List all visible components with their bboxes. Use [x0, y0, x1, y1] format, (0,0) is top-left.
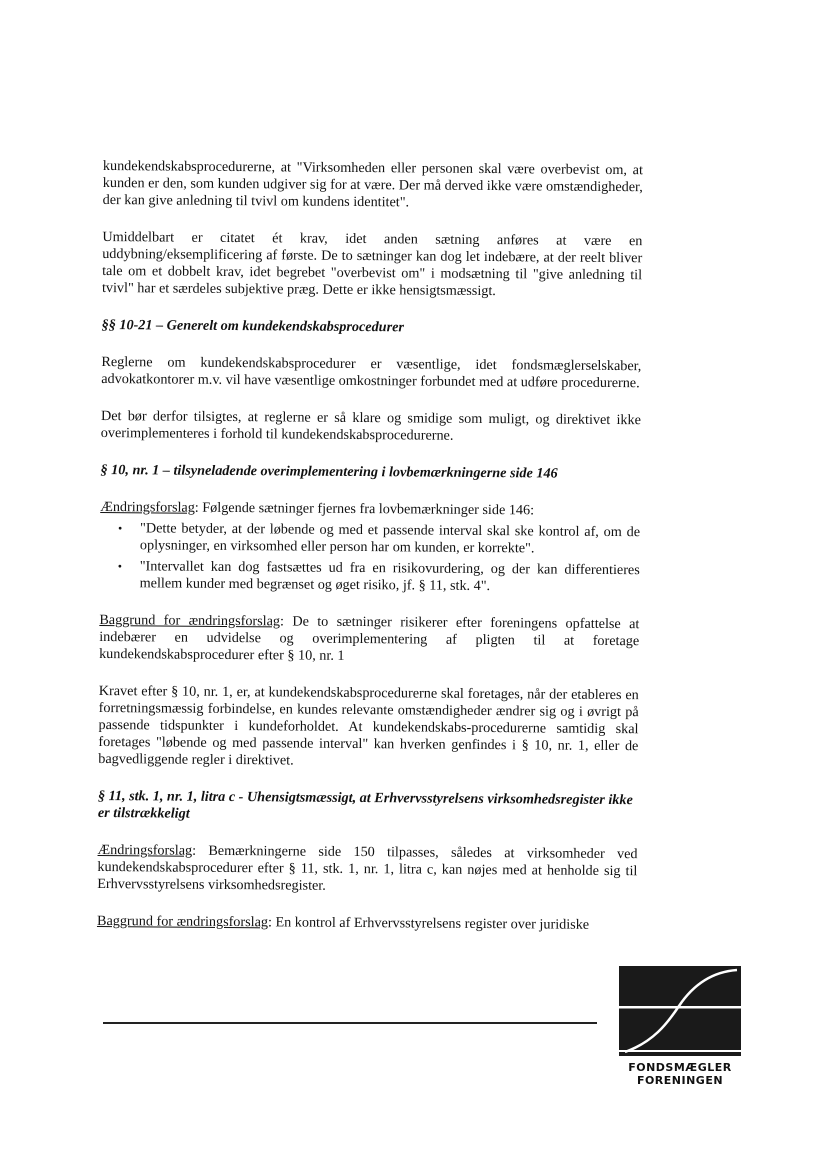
logo-text [619, 1061, 741, 1087]
baggrund-label: Baggrund for ændringsforslag [96, 912, 269, 931]
bullet-icon: • [118, 521, 123, 536]
section-heading-paragraf-10: § 10, nr. 1 – tilsyneladende overimplementering i lovbemærkningerne side 146 [100, 461, 558, 482]
list-item [118, 520, 640, 558]
paragraph-tilsigtes: Det bør derfor tilsigtes, at reglerne er så klare og smidige som muligt, og direktivet ikke overimplementeres i forhold til kundekendskabsprocedurerne. [100, 407, 642, 444]
list-item-text: "Intervallet kan dog fastsættes ud fra en risikovurdering, og der kan differentieres mellem kunder med begrænset og øget risiko, jf. § 11, stk. 4". [139, 558, 640, 595]
paragraph-kravet: Kravet efter § 10, nr. 1, er, at kundekendskabsprocedurerne skal foretages, når der etableres en forretningsmæssig forbindelse, en kundes relevante omstændigheder ændrer sig og i øvrigt på passende tidspunkter i kundeforholdet. At kundekendskabs-procedurerne samtidig skal foretages "løbende og med passende interval" kan hverken genfindes i § 10, nr. 1, eller de bagvedliggende regler i direktivet. [98, 682, 639, 769]
list-item-text: "Dette betyder, at der løbende og med et passende interval skal ske kontrol af, om de oplysninger, en virksomhed eller person har om kunden, er korrekte". [139, 520, 641, 557]
fondsmaegler-logo [619, 966, 741, 1087]
baggrund-text: : De to sætninger risikerer efter foreningens opfattelse at indebærer en udvidelse og overimplementering af pligten til at foretage kundekendskabsprocedurer efter § 10, nr. 1 [99, 613, 640, 664]
section-heading-paragraf-11: § 11, stk. 1, nr. 1, litra c - Uhensigtsmæssigt, at Erhvervsstyrelsens virksomhedsregister ikke er tilstrækkeligt [97, 787, 633, 822]
aendringsforslag-label: Ændringsforslag [100, 498, 195, 516]
aendringsforslag-text: : Bemærkningerne side 150 tilpasses, således at virksomheder ved kundekendskabsprocedurer efter § 11, stk. 1, nr. 1, litra c, kan nøjes med at henholde sig til Erhvervsstyrelsens virksomhedsregister. [97, 842, 638, 894]
logo-line-1: FONDSMÆGLER [628, 1061, 732, 1074]
aendringsforslag-2 [97, 842, 637, 897]
footer-rule [103, 1022, 597, 1024]
bullet-icon: • [117, 559, 123, 574]
logo-mark-icon [619, 966, 741, 1056]
paragraph-continuation: kundekendskabsprocedurerne, at "Virksomheden eller personen skal være overbevist om, at kunden er den, som kunden udgiver sig for at være. Der må derved ikke være omstændigheder, der kan give anledning til tvivl om kundens identitet". [102, 158, 643, 211]
paragraph-reglerne: Reglerne om kundekendskabsprocedurer er væsentlige, idet fondsmæglerselskaber, advokatkontorer m.v. vil have væsentlige omkostninger forbundet med at udføre procedurerne. [101, 353, 642, 392]
removed-sentences-list [100, 520, 641, 596]
aendringsforslag-1 [100, 499, 640, 520]
list-item [118, 558, 640, 596]
baggrund-1 [99, 612, 639, 667]
baggrund-text: : En kontrol af Erhvervsstyrelsens register over juridiske [267, 914, 590, 933]
section-heading-generelt: §§ 10-21 – Generelt om kundekendskabsprocedurer [101, 316, 405, 336]
logo-line-2: FORENINGEN [636, 1074, 724, 1087]
paragraph-comment-citation: Umiddelbart er citatet ét krav, idet anden sætning anføres at være en uddybning/eksemplificering af første. De to sætninger kan dog let indebære, at der reelt bliver tale om et dobbelt krav, idet begrebet "overbevist om" i modsætning til "give anledning til tvivl" har et særdeles subjektive præg. Dette er ikke hensigtsmæssigt. [101, 228, 643, 300]
baggrund-2 [97, 913, 637, 934]
aendringsforslag-text: : Følgende sætninger fjernes fra lovbemærkninger side 146: [194, 499, 535, 519]
baggrund-label: Baggrund for ændringsforslag [99, 611, 281, 630]
aendringsforslag-label: Ændringsforslag [97, 841, 193, 859]
document-body [97, 158, 643, 954]
